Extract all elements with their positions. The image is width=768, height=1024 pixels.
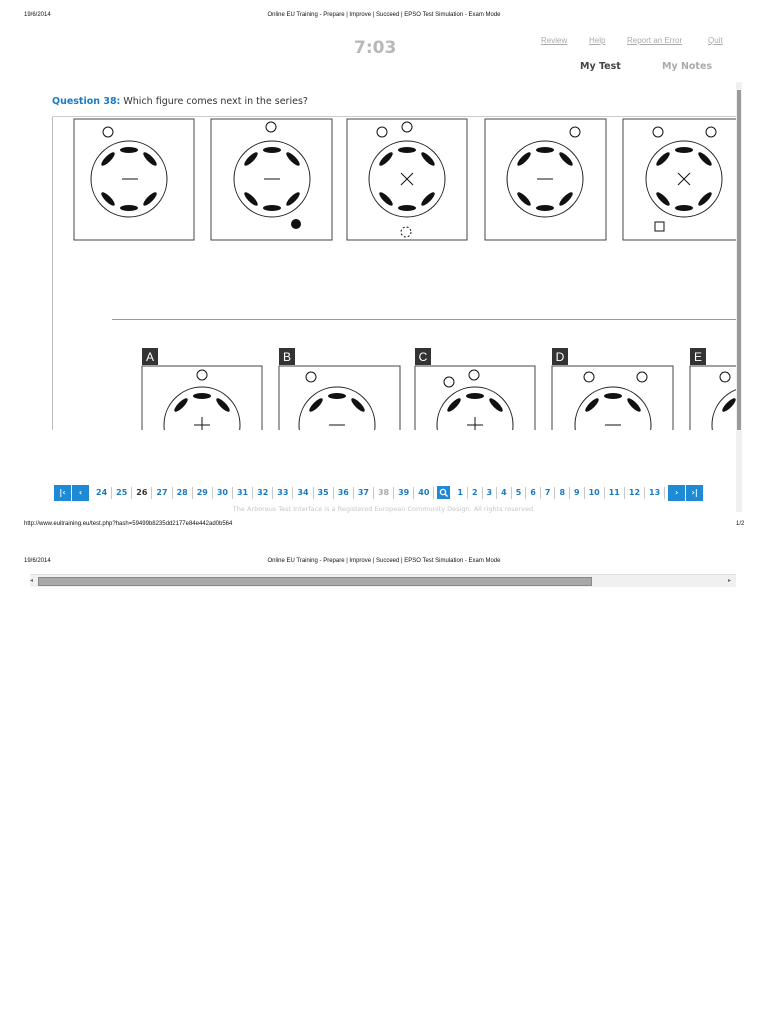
page-link-38[interactable]: 38 [374, 487, 394, 499]
double-chevron-left-icon: |‹ [59, 488, 66, 497]
question-header [52, 96, 308, 107]
last-page-button[interactable] [686, 485, 703, 501]
page-link-32[interactable]: 32 [253, 487, 273, 499]
copyright-text: The Arboreus Test Interface is a Registered European Community Design. All rights reserved. [232, 505, 536, 513]
page-link-1[interactable]: 1 [453, 487, 468, 499]
prev-page-button[interactable] [72, 485, 89, 501]
page-link-34[interactable]: 34 [293, 487, 313, 499]
page-link-30[interactable]: 30 [213, 487, 233, 499]
report-error-link[interactable]: Report an Error [627, 36, 683, 45]
page-link-9[interactable]: 9 [570, 487, 585, 499]
scroll-right-arrow-icon[interactable]: ▸ [728, 577, 732, 584]
page-link-36[interactable]: 36 [334, 487, 354, 499]
page-link-3[interactable]: 3 [483, 487, 498, 499]
print-page-number: 1/2 [736, 521, 745, 527]
question-figure-area [52, 114, 736, 430]
question-text: Which figure comes next in the series? [123, 96, 308, 107]
page-link-28[interactable]: 28 [173, 487, 193, 499]
page-link-8[interactable]: 8 [555, 487, 570, 499]
answer-letter-d: D [555, 350, 565, 364]
page-link-24[interactable]: 24 [92, 487, 112, 499]
page-link-26[interactable]: 26 [132, 487, 152, 499]
page-link-13[interactable]: 13 [645, 487, 665, 499]
page-link-27[interactable]: 27 [152, 487, 172, 499]
print-date-2: 19/6/2014 [24, 558, 51, 564]
answer-letter-c: C [418, 350, 428, 364]
answer-option-d[interactable] [552, 348, 673, 430]
page-list-1 [92, 487, 434, 499]
question-pagination [54, 484, 703, 501]
page-link-39[interactable]: 39 [394, 487, 414, 499]
horizontal-scrollbar[interactable] [30, 574, 736, 587]
chevron-left-icon: ‹ [78, 488, 83, 497]
answer-letter-e: E [693, 350, 703, 364]
timer: 7:03 [354, 38, 397, 58]
page-link-25[interactable]: 25 [112, 487, 132, 499]
page-link-29[interactable]: 29 [193, 487, 213, 499]
answer-option-c[interactable] [415, 348, 535, 430]
scrollbar-thumb[interactable] [737, 90, 741, 430]
page-link-31[interactable]: 31 [233, 487, 253, 499]
answer-option-a[interactable] [142, 348, 262, 430]
page-list-2 [453, 487, 665, 499]
vertical-scrollbar[interactable] [736, 82, 742, 512]
page-link-35[interactable]: 35 [314, 487, 334, 499]
chevron-right-icon: › [675, 488, 679, 497]
question-number: Question 38: [52, 96, 121, 107]
page-link-37[interactable]: 37 [354, 487, 374, 499]
print-url: http://www.euitraining.eu/test.php?hash=59499b8235dd2177e84e442ad0b564 [24, 521, 233, 527]
help-link[interactable]: Help [589, 36, 606, 45]
scroll-left-arrow-icon[interactable]: ◂ [30, 577, 34, 584]
review-button[interactable] [437, 486, 450, 499]
page-link-2[interactable]: 2 [468, 487, 483, 499]
page-link-5[interactable]: 5 [512, 487, 527, 499]
series-figure-2 [211, 119, 332, 240]
page-link-40[interactable]: 40 [414, 487, 434, 499]
print-title-2: Online EU Training - Prepare | Improve | Succeed | EPSO Test Simulation - Exam Mode [267, 558, 501, 564]
series-figures [52, 114, 736, 430]
page-link-6[interactable]: 6 [526, 487, 541, 499]
quit-link[interactable]: Quit [708, 36, 723, 45]
next-page-button[interactable] [668, 485, 685, 501]
series-figure-4 [485, 119, 606, 240]
answer-letter-b: B [282, 350, 292, 364]
magnifier-icon [439, 488, 448, 497]
review-link[interactable]: Review [541, 36, 568, 45]
answer-option-b[interactable] [279, 348, 400, 430]
page-link-33[interactable]: 33 [273, 487, 293, 499]
page-link-11[interactable]: 11 [605, 487, 625, 499]
horizontal-scrollbar-thumb[interactable] [38, 577, 592, 586]
series-figure-5 [623, 119, 736, 240]
print-date: 19/6/2014 [24, 12, 51, 18]
tab-my-test[interactable]: My Test [580, 61, 621, 72]
series-figure-1 [74, 119, 194, 240]
page-link-7[interactable]: 7 [541, 487, 556, 499]
page-link-10[interactable]: 10 [585, 487, 605, 499]
tab-my-notes[interactable]: My Notes [662, 61, 713, 72]
first-page-button[interactable] [54, 485, 71, 501]
page-link-12[interactable]: 12 [625, 487, 645, 499]
page-link-4[interactable]: 4 [497, 487, 512, 499]
answer-letter-a: A [145, 350, 155, 364]
double-chevron-right-icon: ›| [691, 488, 698, 497]
print-title: Online EU Training - Prepare | Improve | Succeed | EPSO Test Simulation - Exam Mode [267, 12, 501, 18]
series-figure-3 [347, 119, 467, 240]
